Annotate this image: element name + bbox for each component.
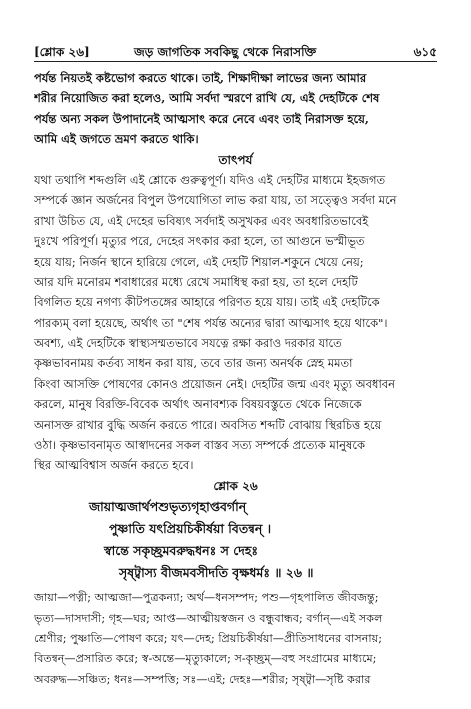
purport-line: আর যদি মনোরম শবাধারের মধ্যে রেখে সমাধিস্থ করা হয়, তা হলে দেহটি — [34, 274, 358, 289]
verse-heading: শ্লোক ২৬ — [213, 478, 258, 493]
purport-line: বিগলিত হয়ে নগণ্য কীটপতঙ্গের আহারে পরিণত হয়ে যায়। তাই এই দেহটিকে — [34, 295, 380, 310]
page-header — [34, 44, 437, 60]
page-number: ৬১৫ — [413, 45, 437, 59]
purport-line: অবশ্য, এই দেহটিকে স্বাস্থ্যসম্মতভাবে সযত্নে রক্ষা করাও দরকার যাতে — [34, 336, 342, 351]
verse-line: পুষ্ণাতি যৎপ্রিয়চিকীর্ষয়া বিতন্বন্ । — [109, 521, 272, 537]
translation-line: আমি এই জগতে ভ্রমণ করতে থাকি। — [34, 132, 199, 147]
purport-line: সম্পর্কে জ্ঞান অর্জনের বিপুল উপযোগিতা লাভ করা যায়, তা সত্ত্বেও সর্বদা মনে — [34, 193, 397, 208]
translation-line: শরীর নিয়োজিত করা হলেও, আমি সর্বদা স্মরণে রাখি যে, এই দেহটিকে শেষ — [34, 91, 380, 106]
purport-line: পারক্যম্ বলা হয়েছে, অর্থাৎ তা "শেষ পর্যন্ত অন্যের দ্বারা আত্মসাৎ হয়ে থাকে"। — [34, 315, 388, 330]
page-body — [34, 68, 437, 690]
purport-line: কৃষ্ণভাবনাময় কর্তব্য সাধন করা যায়, তবে তার জন্য অনর্থক স্নেহ মমতা — [34, 356, 353, 371]
verse-line: জায়াত্মজার্থপশুভৃত্যগৃহাপ্তবর্গান্ — [89, 499, 247, 515]
verse-line: স্বান্তে সকৃচ্ছ্রমবরুদ্ধধনঃ স দেহঃ — [104, 543, 259, 559]
purport-line: কিংবা আসক্তি পোষণের কোনও প্রয়োজন নেই। দেহটির জন্ম এবং মৃত্যু অবধাবন — [34, 376, 396, 391]
purport-line: ওঠা। কৃষ্ণভাবনামৃত আস্বাদনের সকল বাস্তব সত্য সম্পর্কে প্রত্যেক মানুষকে — [34, 438, 366, 453]
purport-line: অনাসক্ত রাখার বুদ্ধি অর্জন করতে পারে। অবসিত শব্দটি বোঝায় স্থিরচিত্ত হয়ে — [34, 417, 382, 432]
chapter-title: জড় জাগতিক সবকিছু থেকে নিরাসক্তি — [134, 45, 317, 59]
synonym-line: ভৃত্য—দাসদাসী; গৃহ—ঘর; আপ্ত—আত্মীয়স্বজন ও বন্ধুবান্ধব; বর্গান্—এই সকল — [34, 611, 383, 625]
header-divider — [34, 61, 437, 62]
synonym-line: শ্রেণীর; পুষ্ণাতি—পোষণ করে; যৎ—দেহ; প্রিয়চিকীর্ষয়া—প্রীতিসাধনের বাসনায়; — [34, 631, 383, 645]
purport-line: হয়ে যায়; নির্জন স্থানে হারিয়ে গেলে, এই দেহটি শিয়াল-শকুনে খেয়ে নেয়; — [34, 254, 364, 269]
purport-line: রাখা উচিত যে, এই দেহের ভবিষ্যৎ সর্বদাই অসুখকর এবং অবধারিতভাবেই — [34, 213, 369, 228]
purport-line: স্থির আত্মবিশ্বাস অর্জন করতে হবে। — [34, 458, 194, 473]
verse-line: সৃষ্ট্বাস্য বীজমবসীদতি বৃক্ষধর্মঃ ॥ ২৬ ॥ — [119, 565, 314, 581]
translation-line: পর্যন্ত অন্য সকল উপাদানেই আত্মসাৎ করে নেবে এবং তাই নিরাসক্ত হয়ে, — [34, 111, 369, 126]
translation-line: পর্যন্ত নিয়তই কষ্টভোগ করতে থাকে। তাই, শিক্ষাদীক্ষা লাভের জন্য আমার — [34, 71, 367, 85]
purport-line: করলে, মানুষ বিরক্তি-বিবেক অর্থাৎ অনাবশ্যক বিষয়বস্তুতে থেকে নিজেকে — [34, 397, 362, 412]
purport-line: দুঃখে পরিপূর্ণ। মৃত্যুর পরে, দেহের সৎকার করা হলে, তা আগুনে ভস্মীভূত — [34, 234, 365, 249]
purport-line: যথা তথাপি শব্দগুলি এই শ্লোকে গুরুত্বপূর্ণ। যদিও এই দেহটির মাধ্যমে ইহজগত — [34, 172, 386, 187]
synonym-line: অবরুদ্ধ—সঞ্চিত; ধনঃ—সম্পত্তি; সঃ—এই; দেহঃ—শরীর; সৃষ্ট্বা—সৃষ্টি করার — [34, 672, 371, 686]
synonym-line: বিতন্বন্—প্রসারিত করে; স্ব-অন্তে—মৃত্যুকালে; স-কৃচ্ছ্রম্—বহু সংগ্রামের মাধ্যমে; — [34, 652, 377, 666]
verse-reference: [শ্লোক ২৬] — [34, 45, 90, 59]
synonym-line: জায়া—পত্নী; আত্মজা—পুত্রকন্যা; অর্থ—ধনসম্পদ; পশু—গৃহপালিত জীবজন্তু; — [34, 591, 379, 605]
purport-heading: তাৎপর্য — [218, 152, 253, 167]
